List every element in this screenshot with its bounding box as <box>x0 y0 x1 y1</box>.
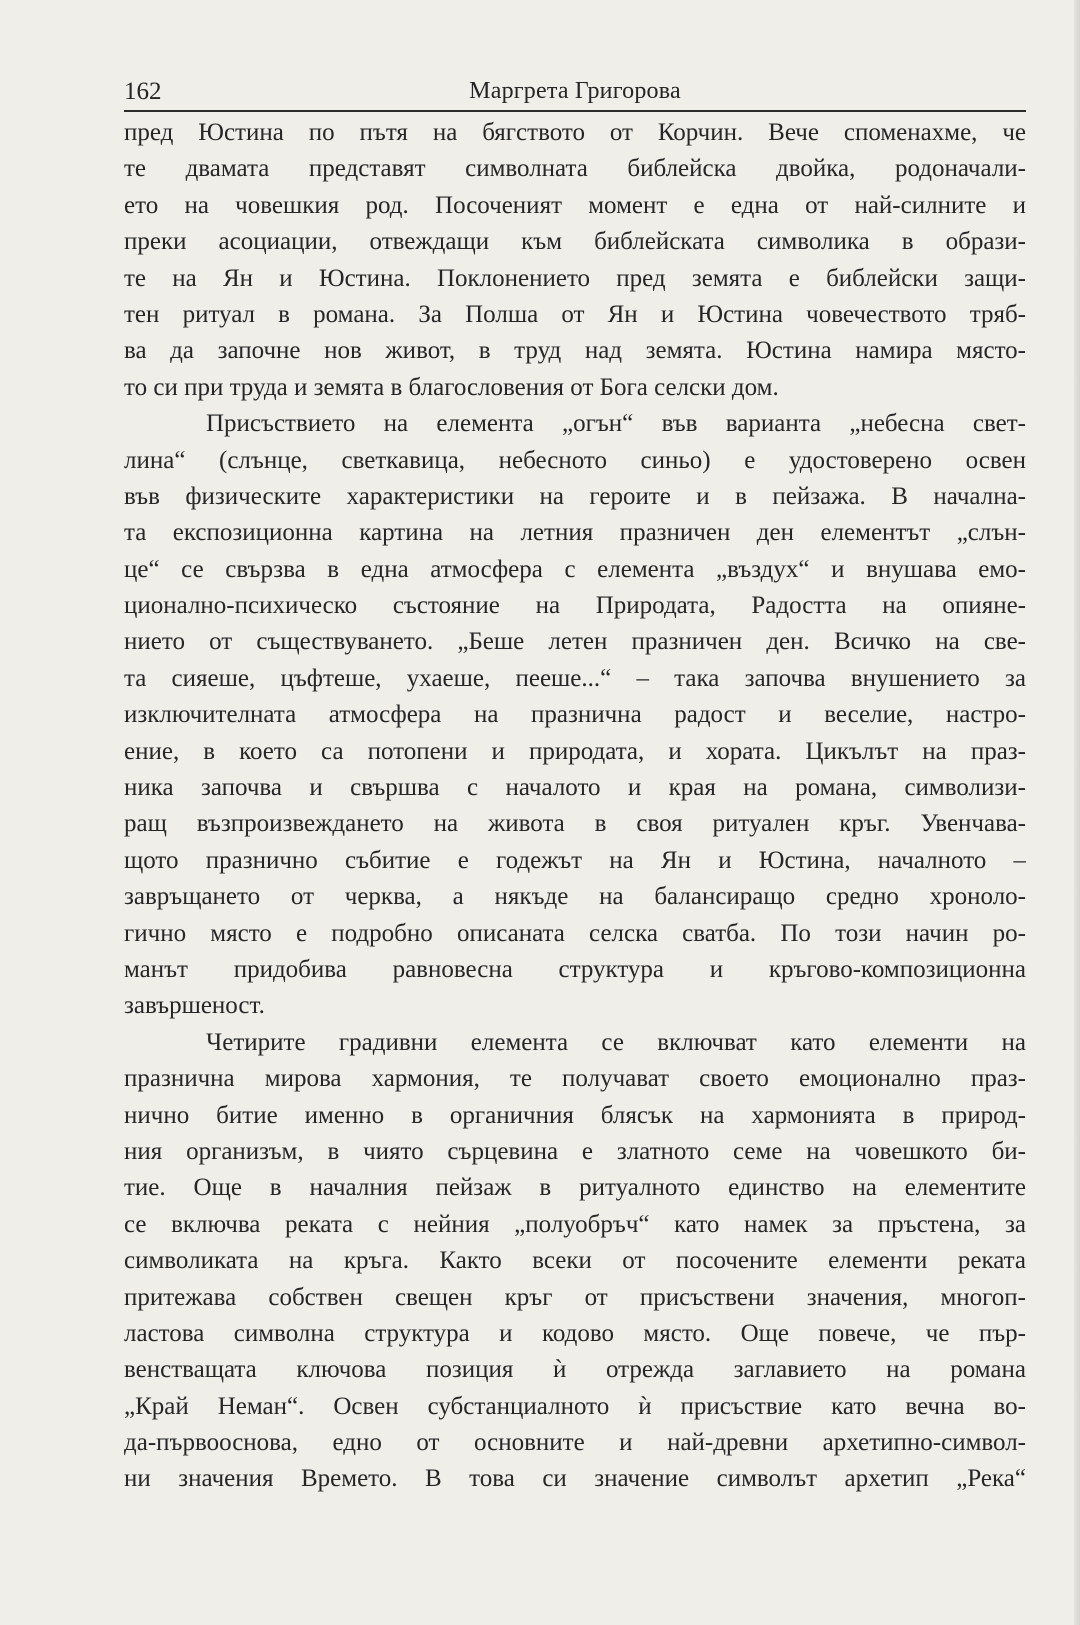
text-line: преки асоциации, отвеждащи към библейската символика в образи- <box>124 228 1026 256</box>
text-line: ение, в което са потопени и природата, и хората. Цикълът на праз- <box>124 737 1026 765</box>
text-line: ращ възпроизвеждането на живота в своя ритуален кръг. Увенчава- <box>124 810 1026 838</box>
text-line: завършеност. <box>124 992 265 1020</box>
text-line: лина“ (слънце, светкавица, небесното синьо) е удостоверено освен <box>124 446 1026 474</box>
text-line: та сияеше, цъфтеше, ухаеше, пееше...“ – така започва внушението за <box>124 664 1026 692</box>
text-line: се включва реката с нейния „полуобръч“ като намек за пръстена, за <box>124 1210 1026 1238</box>
text-line: да-първооснова, едно от основните и най-древни архетипно-символ- <box>124 1429 1026 1457</box>
text-line: те на Ян и Юстина. Поклонението пред земята е библейски защи- <box>124 264 1026 292</box>
text-line: та експозиционна картина на летния празничен ден елементът „слън- <box>124 519 1026 547</box>
text-line: изключителната атмосфера на празнична радост и веселие, настро- <box>124 701 1026 729</box>
text-line: празнична мирова хармония, те получават своето емоционално праз- <box>124 1065 1026 1093</box>
text-line: манът придобива равновесна структура и кръгово-композиционна <box>124 955 1026 983</box>
text-line: Четирите градивни елемента се включват като елементи на <box>206 1028 1026 1056</box>
text-line: це“ се свързва в една атмосфера с елемента „въздух“ и внушава емо- <box>124 555 1026 583</box>
body-text <box>124 115 1026 1498</box>
running-head-author: Маргрета Григорова <box>469 78 681 104</box>
page-number: 162 <box>124 78 162 105</box>
text-line: пред Юстина по пътя на бягството от Корчин. Вече споменахме, че <box>124 119 1026 146</box>
text-line: щото празнично събитие е годежът на Ян и Юстина, началното – <box>124 846 1026 874</box>
text-line: венстващата ключова позиция ѝ отрежда заглавието на романа <box>124 1356 1026 1384</box>
paragraph <box>124 406 1026 1025</box>
text-line: тие. Още в началния пейзаж в ритуалното единство на елементите <box>124 1174 1026 1202</box>
text-line: във физическите характеристики на героите и в пейзажа. В начална- <box>124 482 1026 510</box>
text-line: ето на човешкия род. Посоченият момент е една от най-силните и <box>124 191 1026 219</box>
text-line: те двамата представят символната библейска двойка, родоначали- <box>124 155 1026 183</box>
text-line: ционално-психическо състояние на Природата, Радостта на опияне- <box>124 592 1026 620</box>
text-line: „Край Неман“. Освен субстанциалното ѝ присъствие като вечна во- <box>124 1392 1026 1420</box>
text-line: то си при труда и земята в благословения от Бога селски дом. <box>124 373 779 401</box>
paragraph <box>124 1025 1026 1498</box>
text-line: притежава собствен свещен кръг от присъствени значения, многоп- <box>124 1283 1026 1311</box>
text-line: нието от съществуването. „Беше летен празничен ден. Всичко на све- <box>124 628 1026 656</box>
text-line: нично битие именно в органичния блясък на хармонията в природ- <box>124 1101 1026 1129</box>
text-line: Присъствието на елемента „огън“ във варианта „небесна свет- <box>206 410 1026 438</box>
text-line: тен ритуал в романа. За Полша от Ян и Юстина човечеството тряб- <box>124 300 1026 328</box>
text-line: ва да започне нов живот, в труд над земята. Юстина намира място- <box>124 337 1026 365</box>
text-line: ния организъм, в чиято сърцевина е златното семе на човешкото би- <box>124 1137 1026 1165</box>
text-line: ни значения Времето. В това си значение символът архетип „Река“ <box>124 1465 1026 1493</box>
paragraph <box>124 115 1026 406</box>
page-header <box>124 76 1026 112</box>
text-line: ластова символна структура и кодово място. Още повече, че пър- <box>124 1319 1026 1347</box>
text-line: гично място е подробно описаната селска сватба. По този начин ро- <box>124 919 1026 947</box>
text-line: ника започва и свършва с началото и края на романа, символизи- <box>124 774 1026 802</box>
page-edge <box>1074 0 1080 1625</box>
text-line: символиката на кръга. Както всеки от посочените елементи реката <box>124 1247 1026 1275</box>
text-line: завръщането от черква, а някъде на балансиращо средно хроноло- <box>124 883 1026 911</box>
